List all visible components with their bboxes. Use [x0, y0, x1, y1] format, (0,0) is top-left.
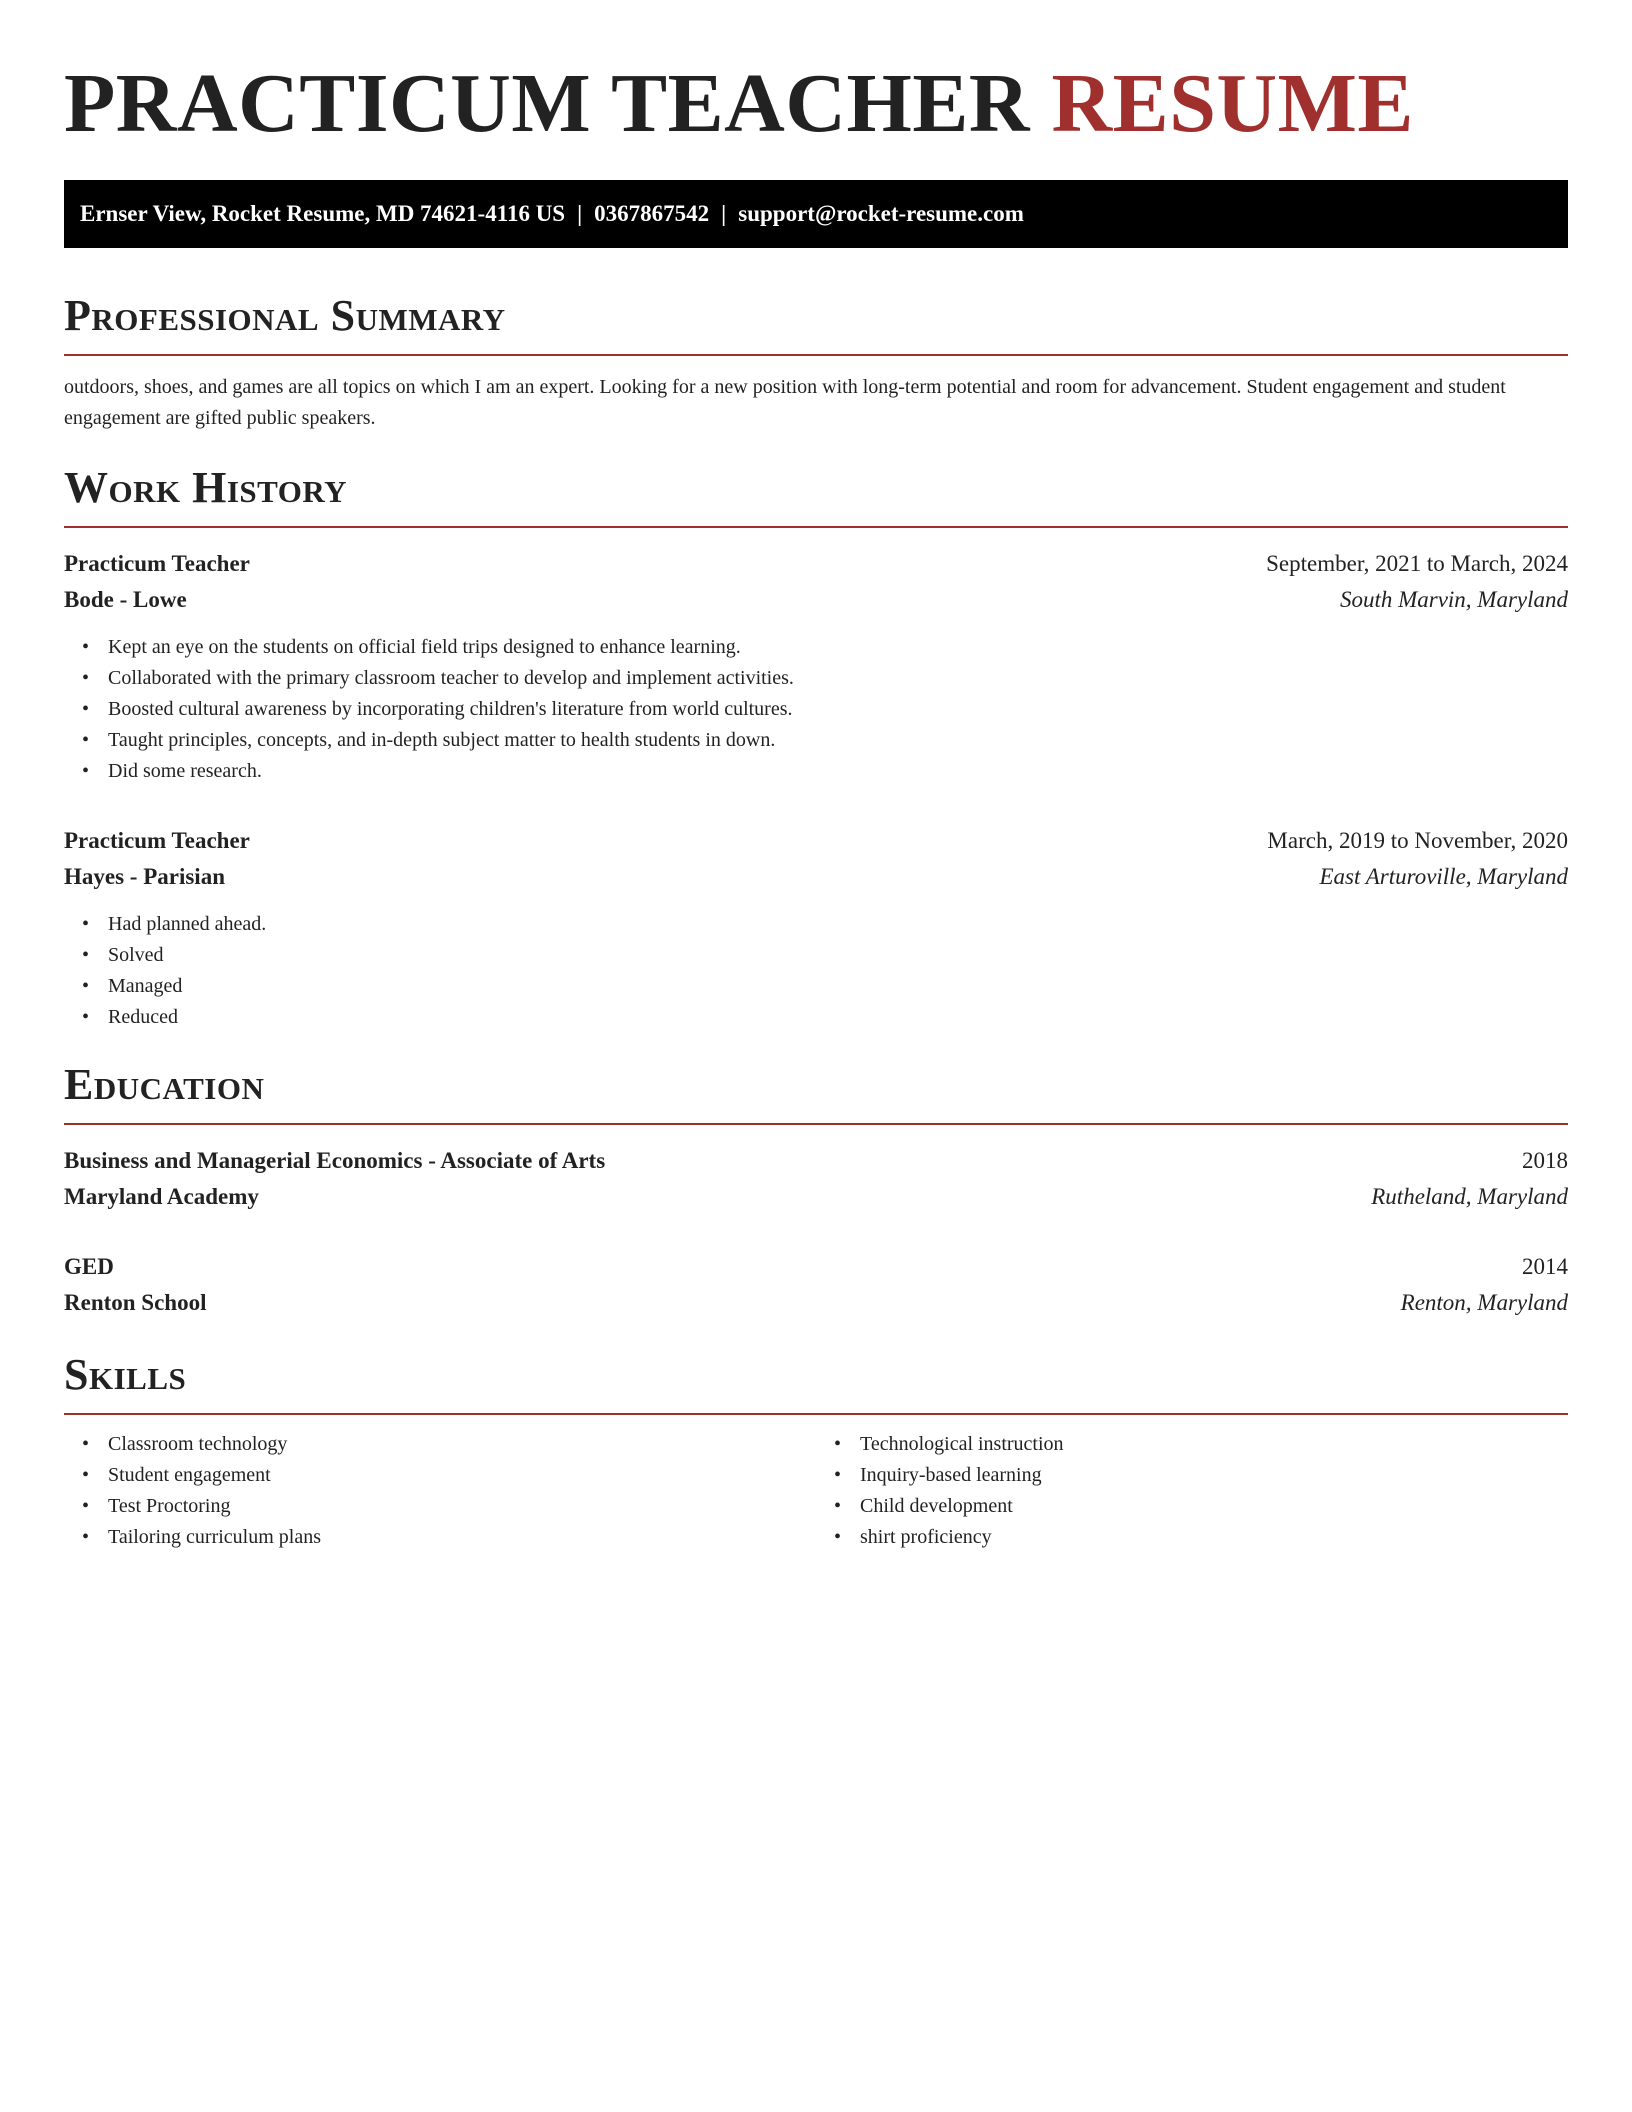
school-name: Maryland Academy — [64, 1184, 259, 1209]
list-item: • Kept an eye on the students on official field trips designed to enhance learning. — [108, 632, 1568, 663]
job-title: Practicum Teacher — [64, 828, 250, 853]
list-item: • Did some research. — [108, 756, 1568, 787]
list-item: • Collaborated with the primary classroom teacher to develop and implement activities. — [108, 663, 1568, 694]
education-entry-subheader — [64, 1179, 1568, 1215]
work-entry — [64, 823, 1568, 1033]
list-item: • Taught principles, concepts, and in-depth subject matter to health students in down. — [108, 725, 1568, 756]
company-name: Bode - Lowe — [64, 587, 187, 612]
skill-item: • Inquiry-based learning — [860, 1460, 1568, 1491]
contact-email[interactable]: support@rocket-resume.com — [738, 201, 1024, 226]
resume-title — [64, 56, 1568, 152]
work-entry-subheader — [64, 582, 1568, 618]
contact-phone[interactable]: 0367867542 — [594, 201, 710, 226]
job-bullets — [64, 909, 1568, 1033]
list-item: • Managed — [108, 971, 1568, 1002]
work-entry-header — [64, 546, 1568, 582]
section-divider — [64, 526, 1568, 528]
section-heading-skills: Skills — [64, 1350, 187, 1399]
school-location: Rutheland, Maryland — [1371, 1184, 1568, 1209]
list-item: • Reduced — [108, 1002, 1568, 1033]
list-item: • Solved — [108, 940, 1568, 971]
degree-name: Business and Managerial Economics - Associate of Arts — [64, 1148, 606, 1173]
degree-name: GED — [64, 1254, 114, 1279]
list-item: • Boosted cultural awareness by incorporating children's literature from world cultures. — [108, 694, 1568, 725]
title-accent: RESUME — [1051, 57, 1414, 150]
graduation-year: 2014 — [1522, 1254, 1568, 1279]
section-divider — [64, 354, 1568, 356]
skills-list-right — [816, 1429, 1568, 1553]
section-heading-work-history: Work History — [64, 463, 348, 512]
contact-separator: | — [721, 201, 727, 226]
skills-grid — [64, 1429, 1568, 1553]
contact-address: Ernser View, Rocket Resume, MD 74621-4116 US — [80, 201, 566, 226]
work-entry-header — [64, 823, 1568, 859]
skill-item: • Technological instruction — [860, 1429, 1568, 1460]
company-name: Hayes - Parisian — [64, 864, 225, 889]
education-entry-header — [64, 1143, 1568, 1179]
job-bullets — [64, 632, 1568, 787]
list-item: • Had planned ahead. — [108, 909, 1568, 940]
job-location: East Arturoville, Maryland — [1319, 864, 1568, 889]
skill-item: • Classroom technology — [108, 1429, 816, 1460]
school-location: Renton, Maryland — [1400, 1290, 1568, 1315]
section-heading-education: Education — [64, 1060, 265, 1109]
job-dates: September, 2021 to March, 2024 — [1266, 551, 1568, 576]
skill-item: • Child development — [860, 1491, 1568, 1522]
education-entry-subheader — [64, 1285, 1568, 1321]
job-location: South Marvin, Maryland — [1339, 587, 1568, 612]
summary-text: outdoors, shoes, and games are all topics on which I am an expert. Looking for a new position with long-term potential and room for advancement. Student engagement and student engagement are gifted public speakers. — [64, 376, 1506, 429]
skill-item: • Test Proctoring — [108, 1491, 816, 1522]
skill-item: • Tailoring curriculum plans — [108, 1522, 816, 1553]
skill-item: • Student engagement — [108, 1460, 816, 1491]
school-name: Renton School — [64, 1290, 207, 1315]
title-main: PRACTICUM TEACHER — [64, 57, 1031, 150]
work-entry — [64, 546, 1568, 787]
job-title: Practicum Teacher — [64, 551, 250, 576]
section-heading-summary: Professional Summary — [64, 291, 506, 340]
skills-list-left — [64, 1429, 816, 1553]
contact-bar — [64, 180, 1568, 248]
contact-separator: | — [577, 201, 583, 226]
skill-item: • shirt proficiency — [860, 1522, 1568, 1553]
education-entry — [64, 1143, 1568, 1215]
education-entry-header — [64, 1249, 1568, 1285]
education-entry — [64, 1249, 1568, 1321]
section-divider — [64, 1413, 1568, 1415]
graduation-year: 2018 — [1522, 1148, 1568, 1173]
work-entry-subheader — [64, 859, 1568, 895]
section-divider — [64, 1123, 1568, 1125]
job-dates: March, 2019 to November, 2020 — [1267, 828, 1568, 853]
